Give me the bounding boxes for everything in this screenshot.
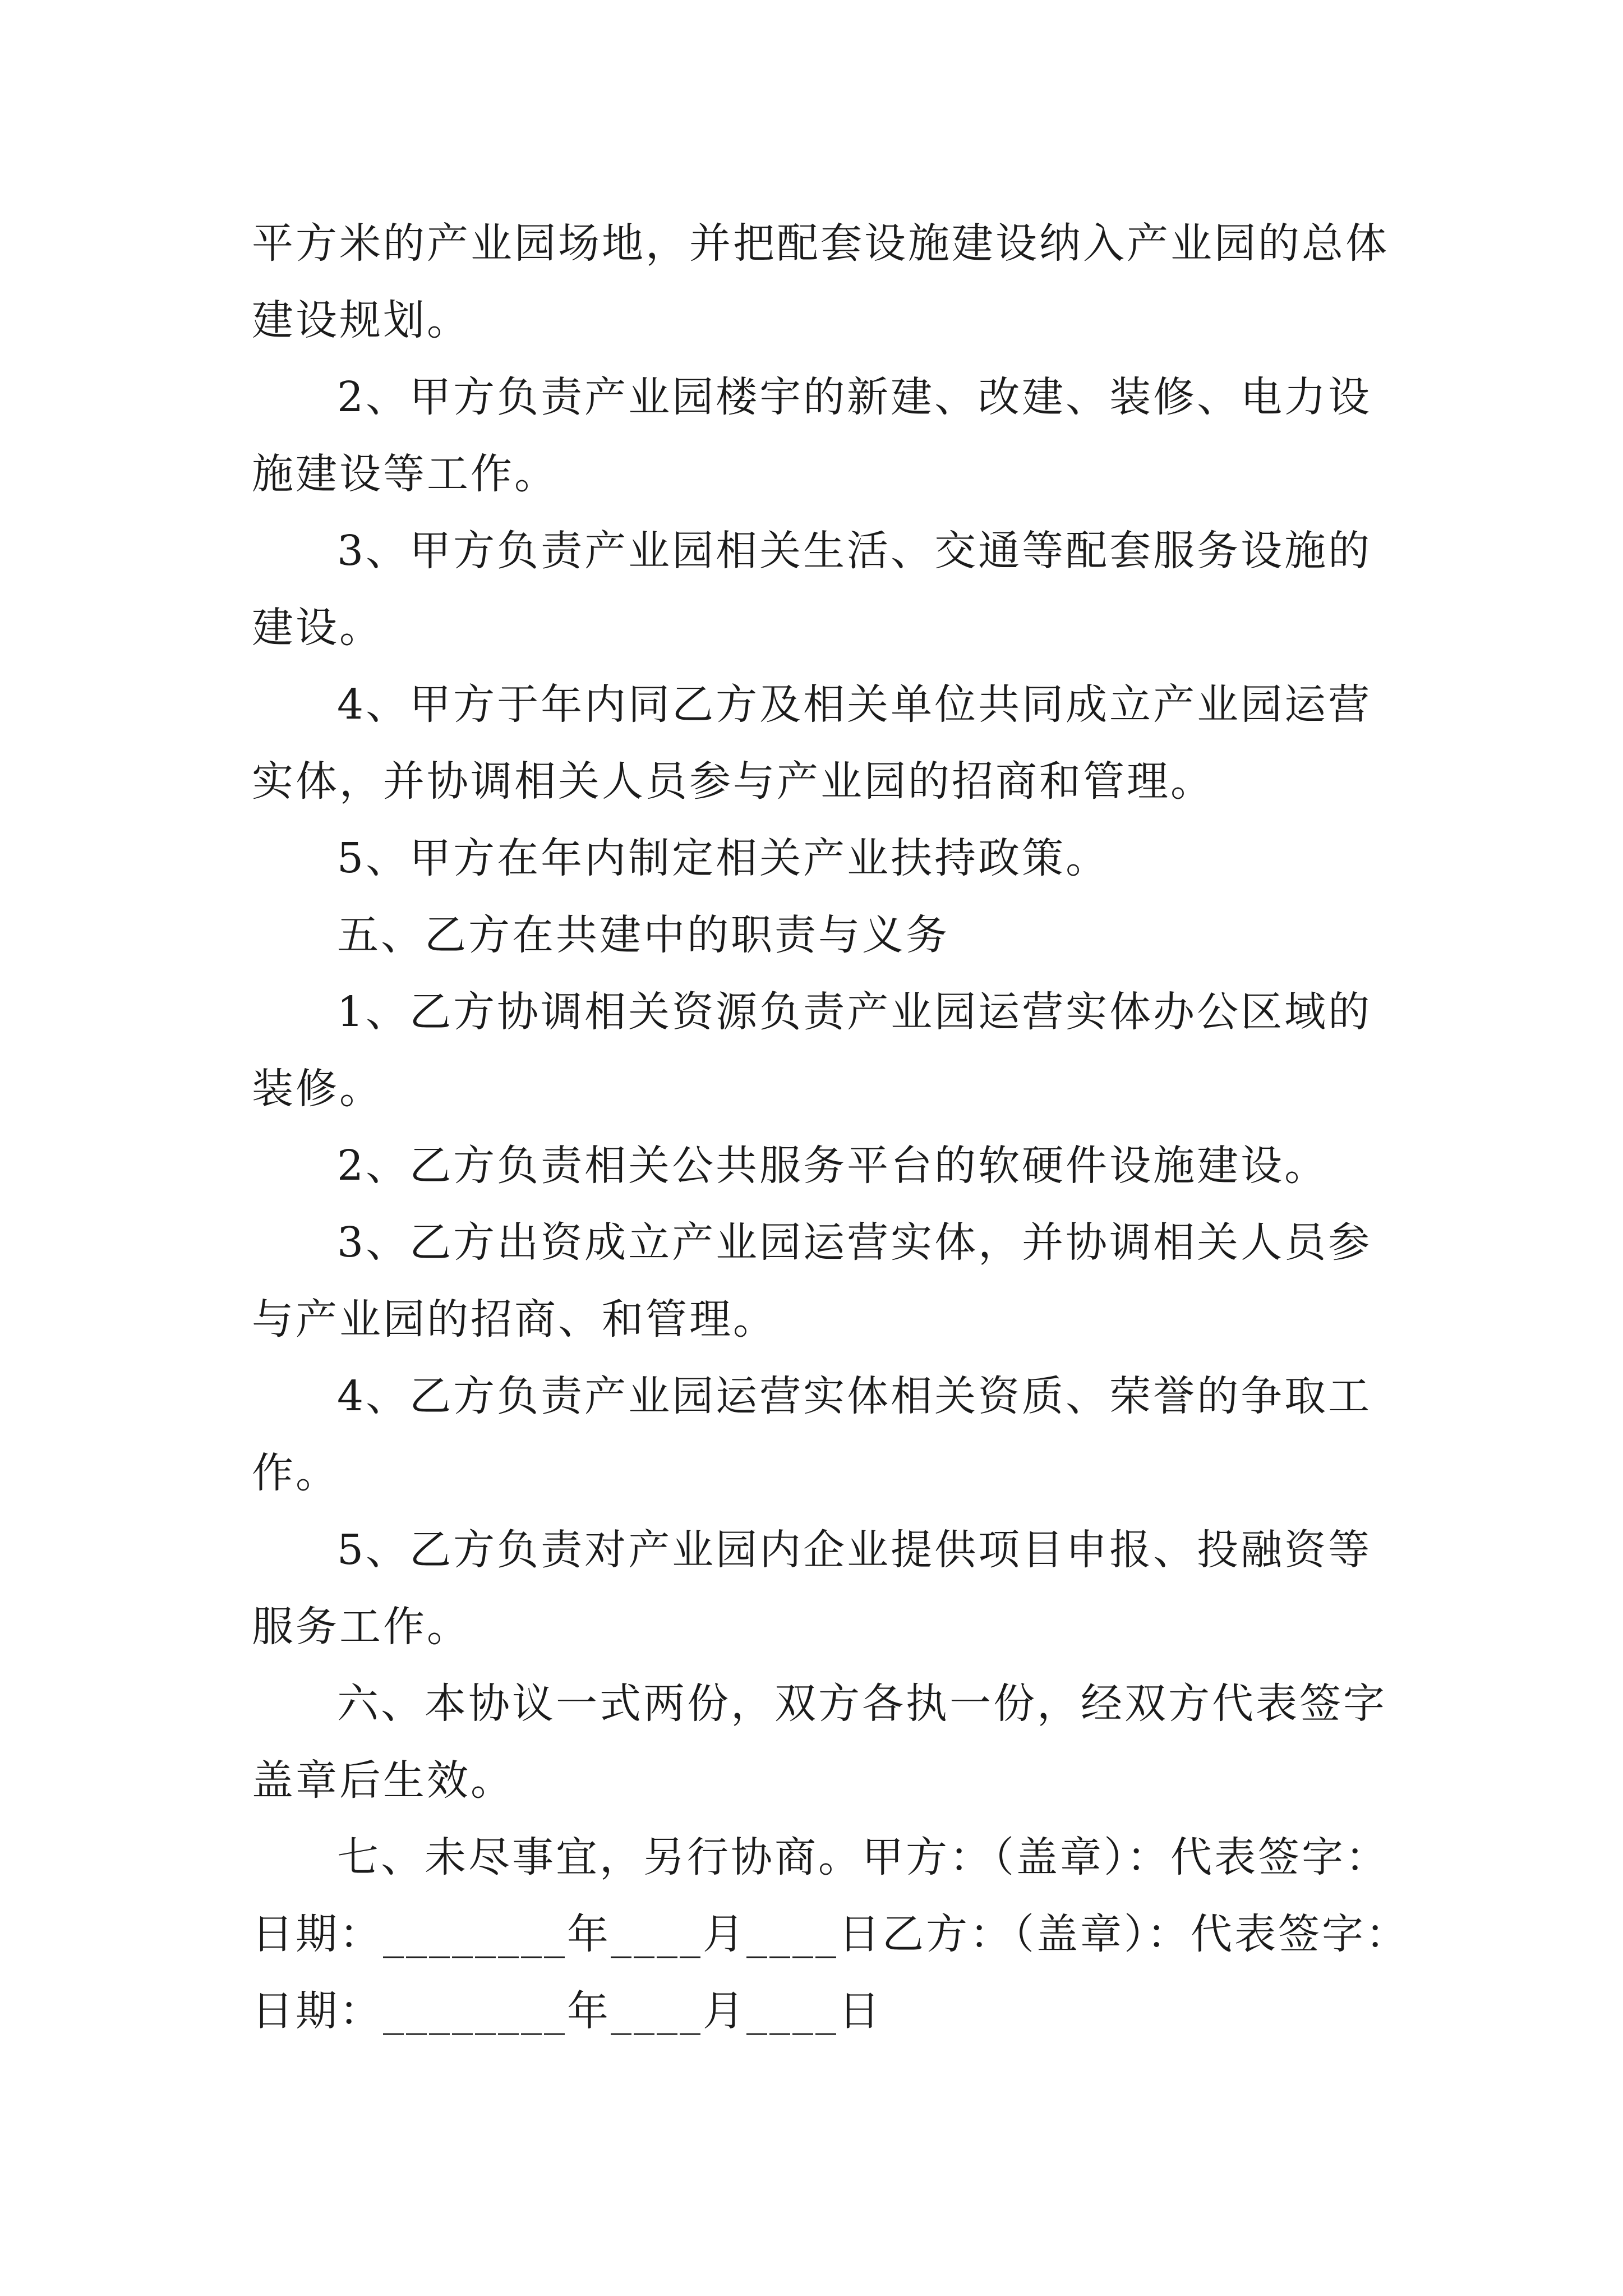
text-line: 与产业园的招商、和管理。	[252, 1295, 777, 1343]
section-heading	[252, 897, 1388, 974]
text-line: 1、乙方协调相关资源负责产业园运营实体办公区域的	[337, 988, 1372, 1036]
text-line: 2、乙方负责相关公共服务平台的软硬件设施建设。	[337, 1142, 1329, 1190]
signature-paragraph	[252, 1819, 1409, 2050]
paragraph	[252, 1512, 1388, 1665]
text-line: 建设规划。	[252, 296, 471, 344]
text-line: 5、乙方负责对产业园内企业提供项目申报、投融资等	[337, 1526, 1372, 1574]
text-line: 4、乙方负责产业园运营实体相关资质、荣誉的争取工	[337, 1372, 1372, 1420]
paragraph	[252, 205, 1388, 359]
text-line: 盖章后生效。	[252, 1756, 514, 1805]
date-line: 日期：________年____月____日	[252, 1987, 882, 2035]
paragraph	[252, 359, 1388, 513]
text-line: 4、甲方于年内同乙方及相关单位共同成立产业园运营	[337, 680, 1372, 729]
text-line: 作。	[252, 1449, 339, 1497]
paragraph	[252, 1358, 1388, 1512]
paragraph	[252, 513, 1388, 666]
text-line: 建设。	[252, 604, 383, 652]
text-line: 实体，并协调相关人员参与产业园的招商和管理。	[252, 757, 1214, 806]
paragraph	[252, 820, 1388, 897]
text-line: 服务工作。	[252, 1603, 471, 1651]
text-line: 3、乙方出资成立产业园运营实体，并协调相关人员参	[337, 1218, 1372, 1267]
paragraph	[252, 1665, 1388, 1819]
text-line: 七、未尽事宜，另行协商。甲方：（盖章）：代表签字：	[337, 1833, 1389, 1881]
text-line: 六、本协议一式两份，双方各执一份，经双方代表签字	[337, 1680, 1387, 1728]
paragraph	[252, 1128, 1388, 1204]
text-line: 2、甲方负责产业园楼宇的新建、改建、装修、电力设	[337, 373, 1372, 421]
text-line: 3、甲方负责产业园相关生活、交通等配套服务设施的	[337, 527, 1372, 575]
text-line: 平方米的产业园场地，并把配套设施建设纳入产业园的总体	[252, 219, 1389, 268]
text-line: 施建设等工作。	[252, 450, 558, 498]
text-line: 5、甲方在年内制定相关产业扶持政策。	[337, 834, 1110, 882]
date-signature-line: 日期：________年____月____日乙方：（盖章）：代表签字：	[252, 1910, 1409, 1958]
document-body	[252, 205, 1409, 2050]
paragraph	[252, 1204, 1388, 1358]
paragraph	[252, 974, 1388, 1128]
text-line: 装修。	[252, 1065, 383, 1113]
text-line: 五、乙方在共建中的职责与义务	[337, 911, 949, 959]
paragraph	[252, 666, 1388, 820]
